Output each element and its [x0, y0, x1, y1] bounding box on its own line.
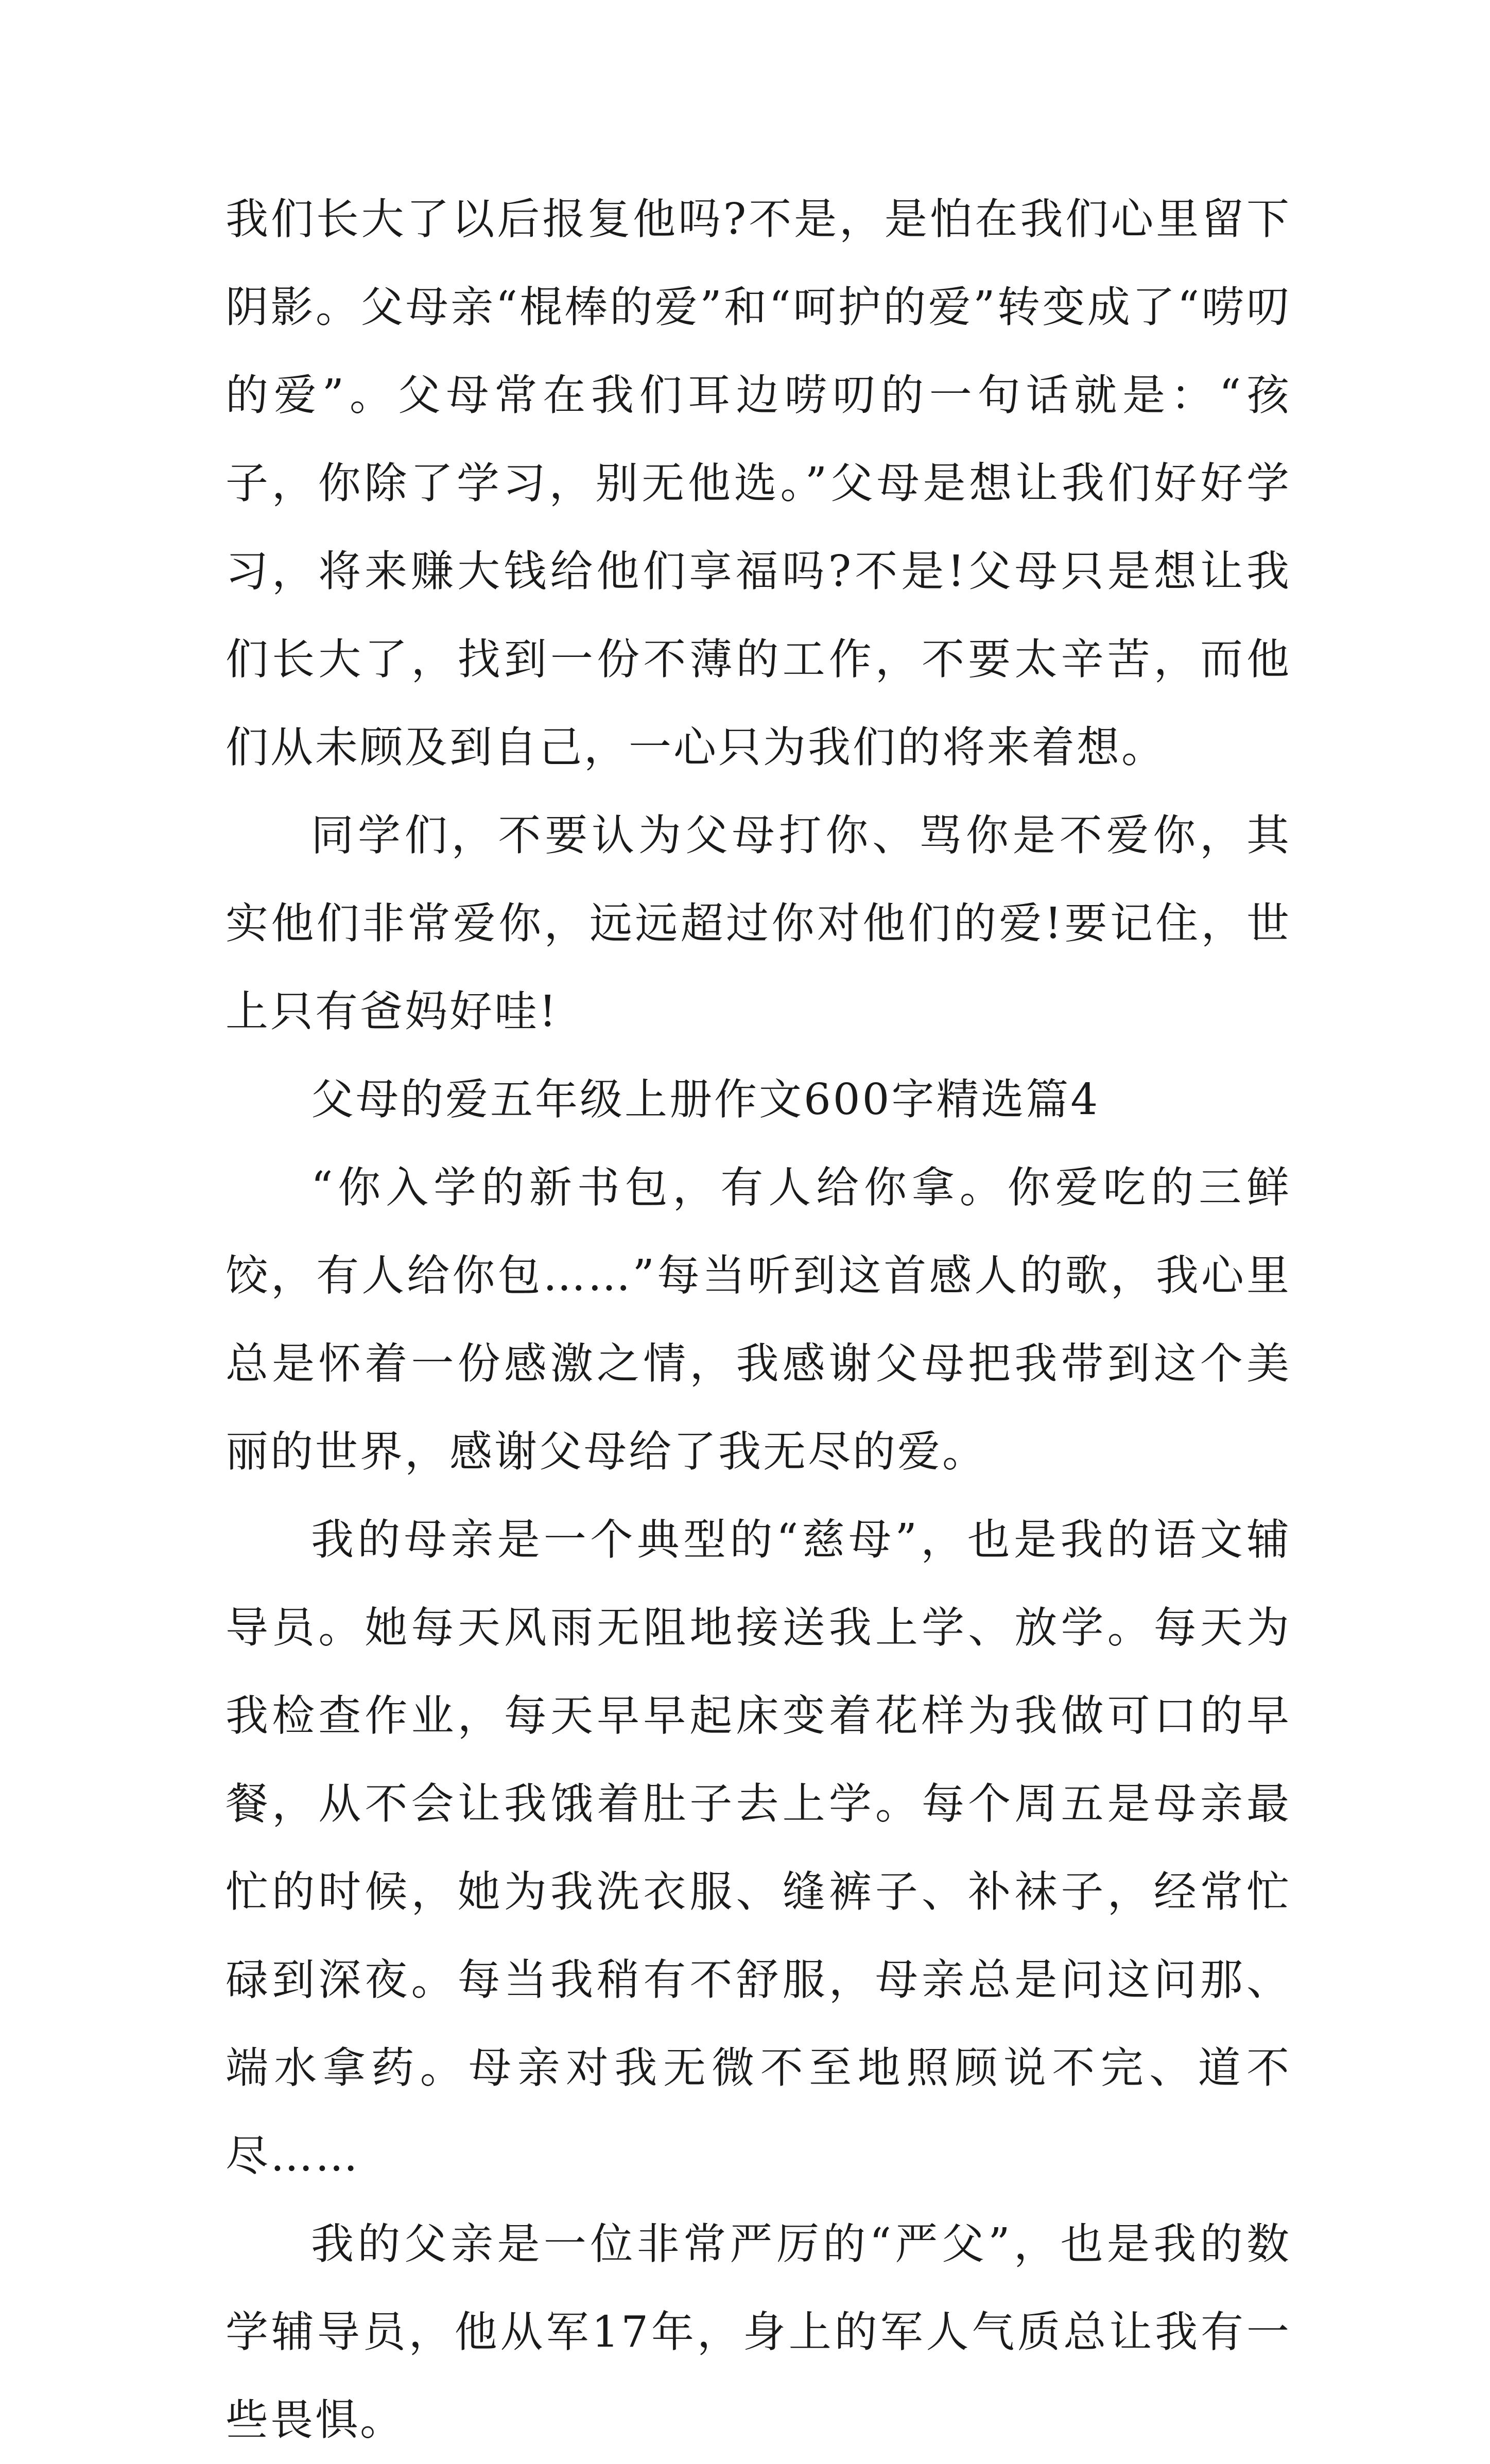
- paragraph-3: “你入学的新书包，有人给你拿。你爱吃的三鲜饺，有人给你包……”每当听到这首感人的歌，我心里总是怀着一份感激之情，我感谢父母把我带到这个美丽的世界，感谢父母给了我无尽的爱。: [226, 1162, 1291, 1477]
- paragraph-1: 我们长大了以后报复他吗?不是，是怕在我们心里留下阴影。父母亲“棍棒的爱”和“呵护的爱”转变成了“唠叨的爱”。父母常在我们耳边唠叨的一句话就是：“孩子，你除了学习，别无他选。”父母是想让我们好好学习，将来赚大钱给他们享福吗?不是!父母只是想让我们长大了，找到一份不薄的工作，不要太辛苦，而他们从未顾及到自己，一心只为我们的将来着想。: [226, 194, 1291, 772]
- section-heading: 父母的爱五年级上册作文600字精选篇4: [311, 1074, 1100, 1124]
- paragraph-5: 我的父亲是一位非常严厉的“严父”，也是我的数学辅导员，他从军17年，身上的军人气质总让我有一些畏惧。: [226, 2219, 1291, 2445]
- paragraph-2: 同学们，不要认为父母打你、骂你是不爱你，其实他们非常爱你，远远超过你对他们的爱!要记住，世上只有爸妈好哇!: [226, 810, 1291, 1036]
- document-body: [226, 175, 1291, 2464]
- paragraph-4: 我的母亲是一个典型的“慈母”，也是我的语文辅导员。她每天风雨无阻地接送我上学、放学。每天为我检查作业，每天早早起床变着花样为我做可口的早餐，从不会让我饿着肚子去上学。每个周五是母亲最忙的时候，她为我洗衣服、缝裤子、补袜子，经常忙碌到深夜。每当我稍有不舒服，母亲总是问这问那、端水拿药。母亲对我无微不至地照顾说不完、道不尽……: [226, 1515, 1291, 2181]
